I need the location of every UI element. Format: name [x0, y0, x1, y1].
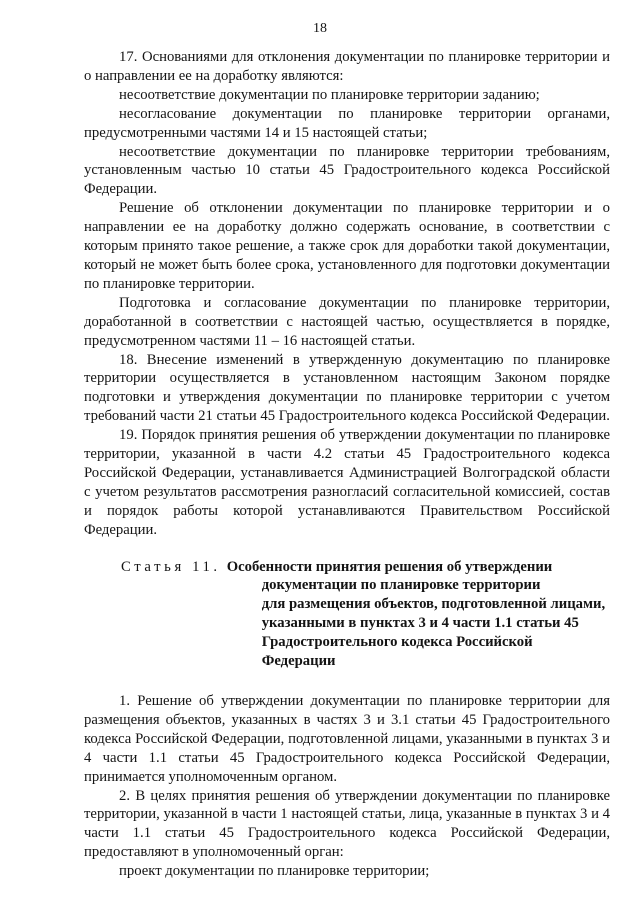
list-item-project-docs: проект документации по планировке территории; — [119, 863, 430, 880]
paragraph-rejection-decision: Решение об отклонении документации по планировке территории и о направлении ее на доработку должно содержать основание, в соответствии с которым принято такое решение, а также срок для доработки такой документации, который не может быть более срока, установленного для подготовки документации по планировке территории. — [84, 200, 610, 292]
article-title-line: документации по планировке территории — [261, 577, 541, 594]
paragraph-rework-approval: Подготовка и согласование документации по планировке территории, доработанной в соответствии с настоящей частью, осуществляется в порядке, предусмотренном частями 11 – 16 настоящей статьи. — [84, 294, 610, 349]
article-title-line: Особенности принятия решения об утверждении — [226, 558, 553, 575]
list-item-not-agreed: несогласование документации по планировке территории органами, предусмотренными частями 14 и 15 настоящей статьи; — [84, 105, 610, 141]
paragraph-17-intro: 17. Основаниями для отклонения документации по планировке территории и о направлении ее на доработку являются: — [84, 49, 610, 84]
article-title-line: для размещения объектов, подготовленной лицами, — [261, 596, 606, 613]
article-title — [227, 558, 610, 671]
article-title-line: указанными в пунктах 3 и 4 части 1.1 статьи 45 — [261, 615, 579, 632]
paragraph-19: 19. Порядок принятия решения об утверждении документации по планировке территории, указанной в части 4.2 статьи 45 Градостроительного кодекса Российской Федерации, устанавливается Администрацией Волгоградской области с учетом результатов рассмотрения разногласий согласительной комиссией, состав и порядок работы которой устанавливаются Правительством Российской Федерации. — [84, 427, 610, 538]
article-title-line: Градостроительного кодекса Российской Федерации — [261, 634, 533, 670]
page-number: 18 — [313, 21, 327, 36]
list-item-requirements-mismatch: несоответствие документации по планировке территории требованиям, установленным частью 10 статьи 45 Градостроительного кодекса Российской Федерации. — [84, 143, 610, 198]
paragraph-11-1: 1. Решение об утверждении документации по планировке территории для размещения объектов, указанных в частях 3 и 3.1 статьи 45 Градостроительного кодекса Российской Федерации, подготовленной лицами, указанными в пунктах 3 и 4 части 1.1 статьи 45 Градостроительного кодекса Российской Федерации, принимается уполномоченным органом. — [84, 693, 610, 785]
paragraph-11-2: 2. В целях принятия решения об утверждении документации по планировке территории, указанной в части 1 настоящей статьи, лица, указанные в пунктах 3 и 4 части 1.1 статьи 45 Градостроительного кодекса Российской Федерации, предоставляют в уполномоченный орган: — [84, 787, 610, 861]
document-body — [84, 48, 610, 881]
list-item-task-mismatch: несоответствие документации по планировке территории заданию; — [119, 86, 540, 103]
article-label: Статья 11. — [121, 558, 221, 575]
paragraph-18: 18. Внесение изменений в утвержденную документацию по планировке территории осуществляется в установленном настоящим Законом порядке подготовки и утверждения документации по планировке территории с учетом требований части 21 статьи 45 Градостроительного кодекса Российской Федерации. — [84, 351, 610, 425]
article-heading — [121, 558, 610, 671]
